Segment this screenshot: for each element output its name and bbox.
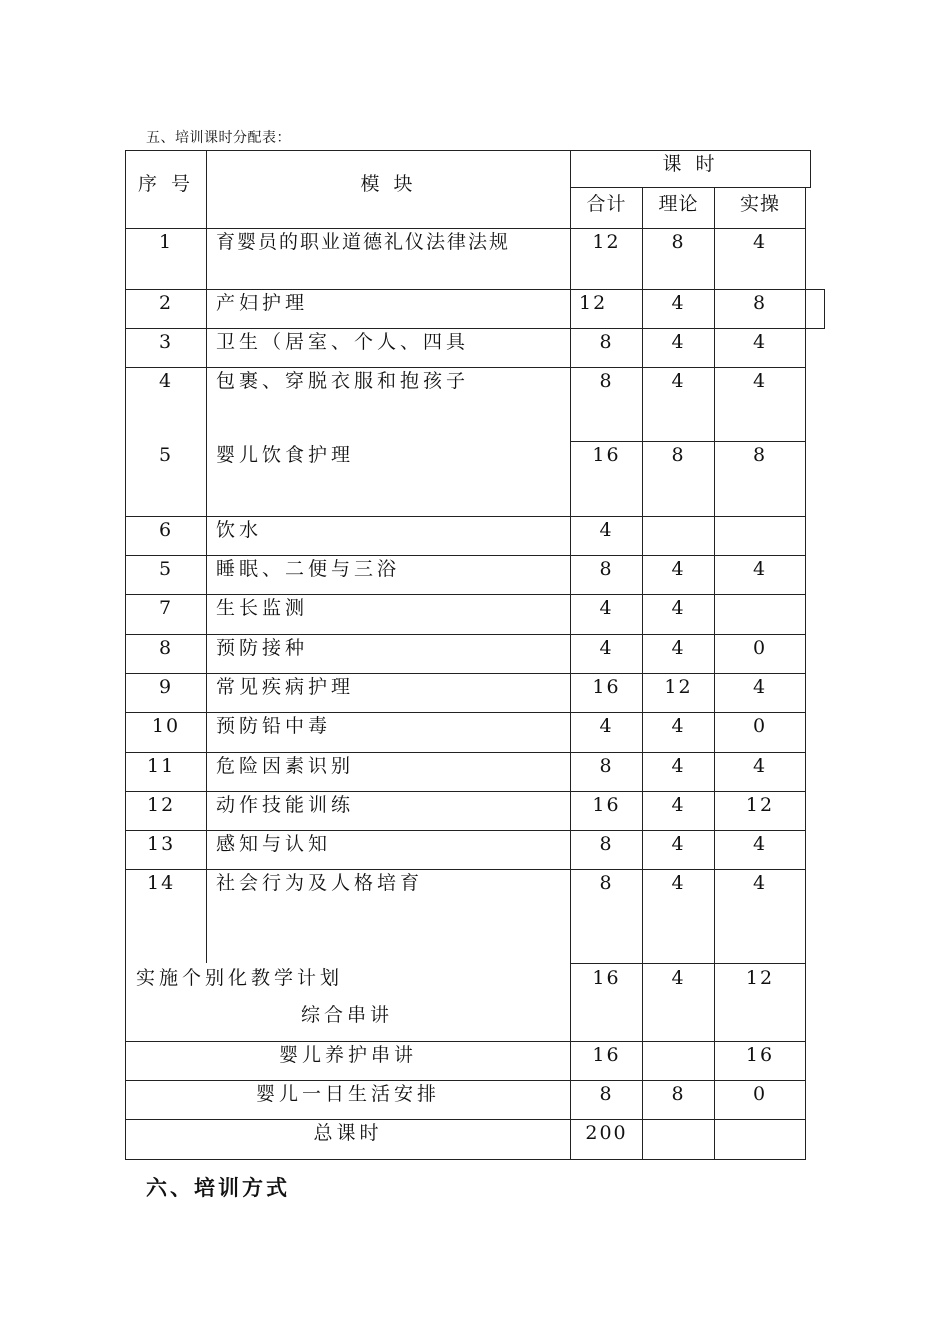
extra-row-label: 婴儿一日生活安排 xyxy=(255,1083,440,1105)
row-theory: 4 xyxy=(671,833,686,855)
table-border-right xyxy=(805,187,806,1160)
row-line xyxy=(125,516,805,517)
row-practice: 0 xyxy=(752,637,768,659)
header-total: 合计 xyxy=(586,193,627,215)
row-line xyxy=(125,1080,805,1081)
row-practice: 4 xyxy=(752,558,768,580)
header-theory: 理论 xyxy=(658,193,699,215)
row-practice: 4 xyxy=(752,755,768,777)
row-theory: 12 xyxy=(664,676,693,698)
row-index: 8 xyxy=(158,637,174,659)
row-theory: 4 xyxy=(671,292,686,314)
row-theory: 4 xyxy=(671,597,686,619)
row-total: 8 xyxy=(599,755,614,777)
row-index: 5 xyxy=(158,444,174,466)
row-practice: 4 xyxy=(752,872,768,894)
row-module: 产妇护理 xyxy=(216,292,309,314)
extra-row-theory: 4 xyxy=(671,967,686,989)
total-hours-value: 200 xyxy=(585,1122,628,1144)
row-line xyxy=(125,673,805,674)
row-module: 预防铅中毒 xyxy=(216,715,332,737)
row-module: 包裹、穿脱衣服和抱孩子 xyxy=(216,370,470,392)
extra-row-practice: 0 xyxy=(752,1083,768,1105)
row-index: 6 xyxy=(158,519,174,541)
row-index: 14 xyxy=(147,872,176,894)
row-total: 8 xyxy=(599,331,614,353)
section-6-title: 六、培训方式 xyxy=(146,1176,290,1200)
row-total: 16 xyxy=(592,794,621,816)
row-module: 育婴员的职业道德礼仪法律法规 xyxy=(216,231,511,253)
row-theory: 4 xyxy=(671,872,686,894)
row-theory: 8 xyxy=(671,444,686,466)
row-total: 4 xyxy=(599,519,614,541)
row-practice: 4 xyxy=(752,676,768,698)
header-index: 序 号 xyxy=(137,173,195,195)
row-total: 12 xyxy=(579,292,608,314)
row-theory: 8 xyxy=(671,231,686,253)
row-module: 睡眠、二便与三浴 xyxy=(216,558,401,580)
row-practice: 8 xyxy=(752,444,768,466)
section-5-title: 五、培训课时分配表： xyxy=(146,130,291,146)
row-practice: 4 xyxy=(752,370,768,392)
row-practice: 8 xyxy=(752,292,768,314)
row-theory: 4 xyxy=(671,331,686,353)
extra-row-theory: 8 xyxy=(671,1083,686,1105)
table-border-bottom xyxy=(125,1159,805,1160)
row-index: 10 xyxy=(151,715,181,737)
row-index: 9 xyxy=(158,676,174,698)
row-total: 8 xyxy=(599,370,614,392)
row-module: 感知与认知 xyxy=(216,833,332,855)
row-line xyxy=(125,830,805,831)
col-line-index xyxy=(206,150,207,963)
row-total: 12 xyxy=(592,231,621,253)
row-theory: 4 xyxy=(671,558,686,580)
row-index: 11 xyxy=(147,755,176,777)
row-total: 4 xyxy=(599,637,614,659)
row-module: 预防接种 xyxy=(216,637,309,659)
row-theory: 4 xyxy=(671,755,686,777)
extra-row-label-line1: 实施个别化教学计划 xyxy=(136,967,344,989)
row2-overhang-right xyxy=(824,289,825,329)
extra-row-label: 婴儿养护串讲 xyxy=(278,1044,417,1066)
row-line xyxy=(125,228,805,229)
extra-row-label-line2: 综合串讲 xyxy=(301,1004,394,1026)
row-line xyxy=(570,441,805,442)
row-index: 3 xyxy=(158,331,174,353)
row-total: 4 xyxy=(599,715,614,737)
row-line xyxy=(570,963,805,964)
table-border-top-right xyxy=(570,150,810,151)
row-line xyxy=(125,791,805,792)
row-total: 16 xyxy=(592,444,621,466)
row-practice: 4 xyxy=(752,231,768,253)
row-total: 16 xyxy=(592,676,621,698)
hours-group-bottom xyxy=(570,187,810,188)
row-index: 5 xyxy=(158,558,174,580)
row-module: 社会行为及人格培育 xyxy=(216,872,424,894)
row-line xyxy=(125,328,825,329)
total-hours-label: 总课时 xyxy=(313,1122,383,1144)
extra-row-total: 16 xyxy=(592,1044,621,1066)
row-total: 8 xyxy=(599,833,614,855)
header-practice: 实操 xyxy=(739,193,780,215)
row-module: 婴儿饮食护理 xyxy=(216,444,355,466)
row-theory: 4 xyxy=(671,794,686,816)
row-line xyxy=(125,367,805,368)
row-practice: 4 xyxy=(752,833,768,855)
row-practice: 12 xyxy=(745,794,775,816)
row-module: 饮水 xyxy=(216,519,263,541)
row-practice: 4 xyxy=(752,331,768,353)
hours-group-right xyxy=(810,150,811,188)
row-line xyxy=(125,555,805,556)
row-module: 动作技能训练 xyxy=(216,794,355,816)
row-line xyxy=(125,752,805,753)
row-index: 12 xyxy=(147,794,176,816)
row-module: 常见疾病护理 xyxy=(216,676,355,698)
row-index: 4 xyxy=(158,370,174,392)
row-total: 8 xyxy=(599,872,614,894)
row-module: 卫生（居室、个人、四具 xyxy=(216,331,470,353)
row-practice: 0 xyxy=(752,715,768,737)
row-line xyxy=(125,869,805,870)
row-index: 1 xyxy=(158,231,174,253)
row-index: 7 xyxy=(158,597,174,619)
row-theory: 4 xyxy=(671,715,686,737)
header-hours-group: 课 时 xyxy=(662,153,719,175)
extra-row-practice: 16 xyxy=(745,1044,775,1066)
row-module: 生长监测 xyxy=(216,597,309,619)
extra-row-practice: 12 xyxy=(745,967,775,989)
row-theory: 4 xyxy=(671,637,686,659)
extra-row-total: 16 xyxy=(592,967,621,989)
row-module: 危险因素识别 xyxy=(216,755,355,777)
row-line xyxy=(125,634,805,635)
row-total: 4 xyxy=(599,597,614,619)
row-line xyxy=(125,594,805,595)
row-line xyxy=(125,1119,805,1120)
table-border-top xyxy=(125,150,570,151)
row-line xyxy=(125,289,825,290)
row-theory: 4 xyxy=(671,370,686,392)
row-line xyxy=(125,1041,805,1042)
header-module: 模 块 xyxy=(360,173,417,195)
row-total: 8 xyxy=(599,558,614,580)
row-index: 13 xyxy=(147,833,176,855)
row-index: 2 xyxy=(158,292,174,314)
extra-row-total: 8 xyxy=(599,1083,614,1105)
row-line xyxy=(125,712,805,713)
